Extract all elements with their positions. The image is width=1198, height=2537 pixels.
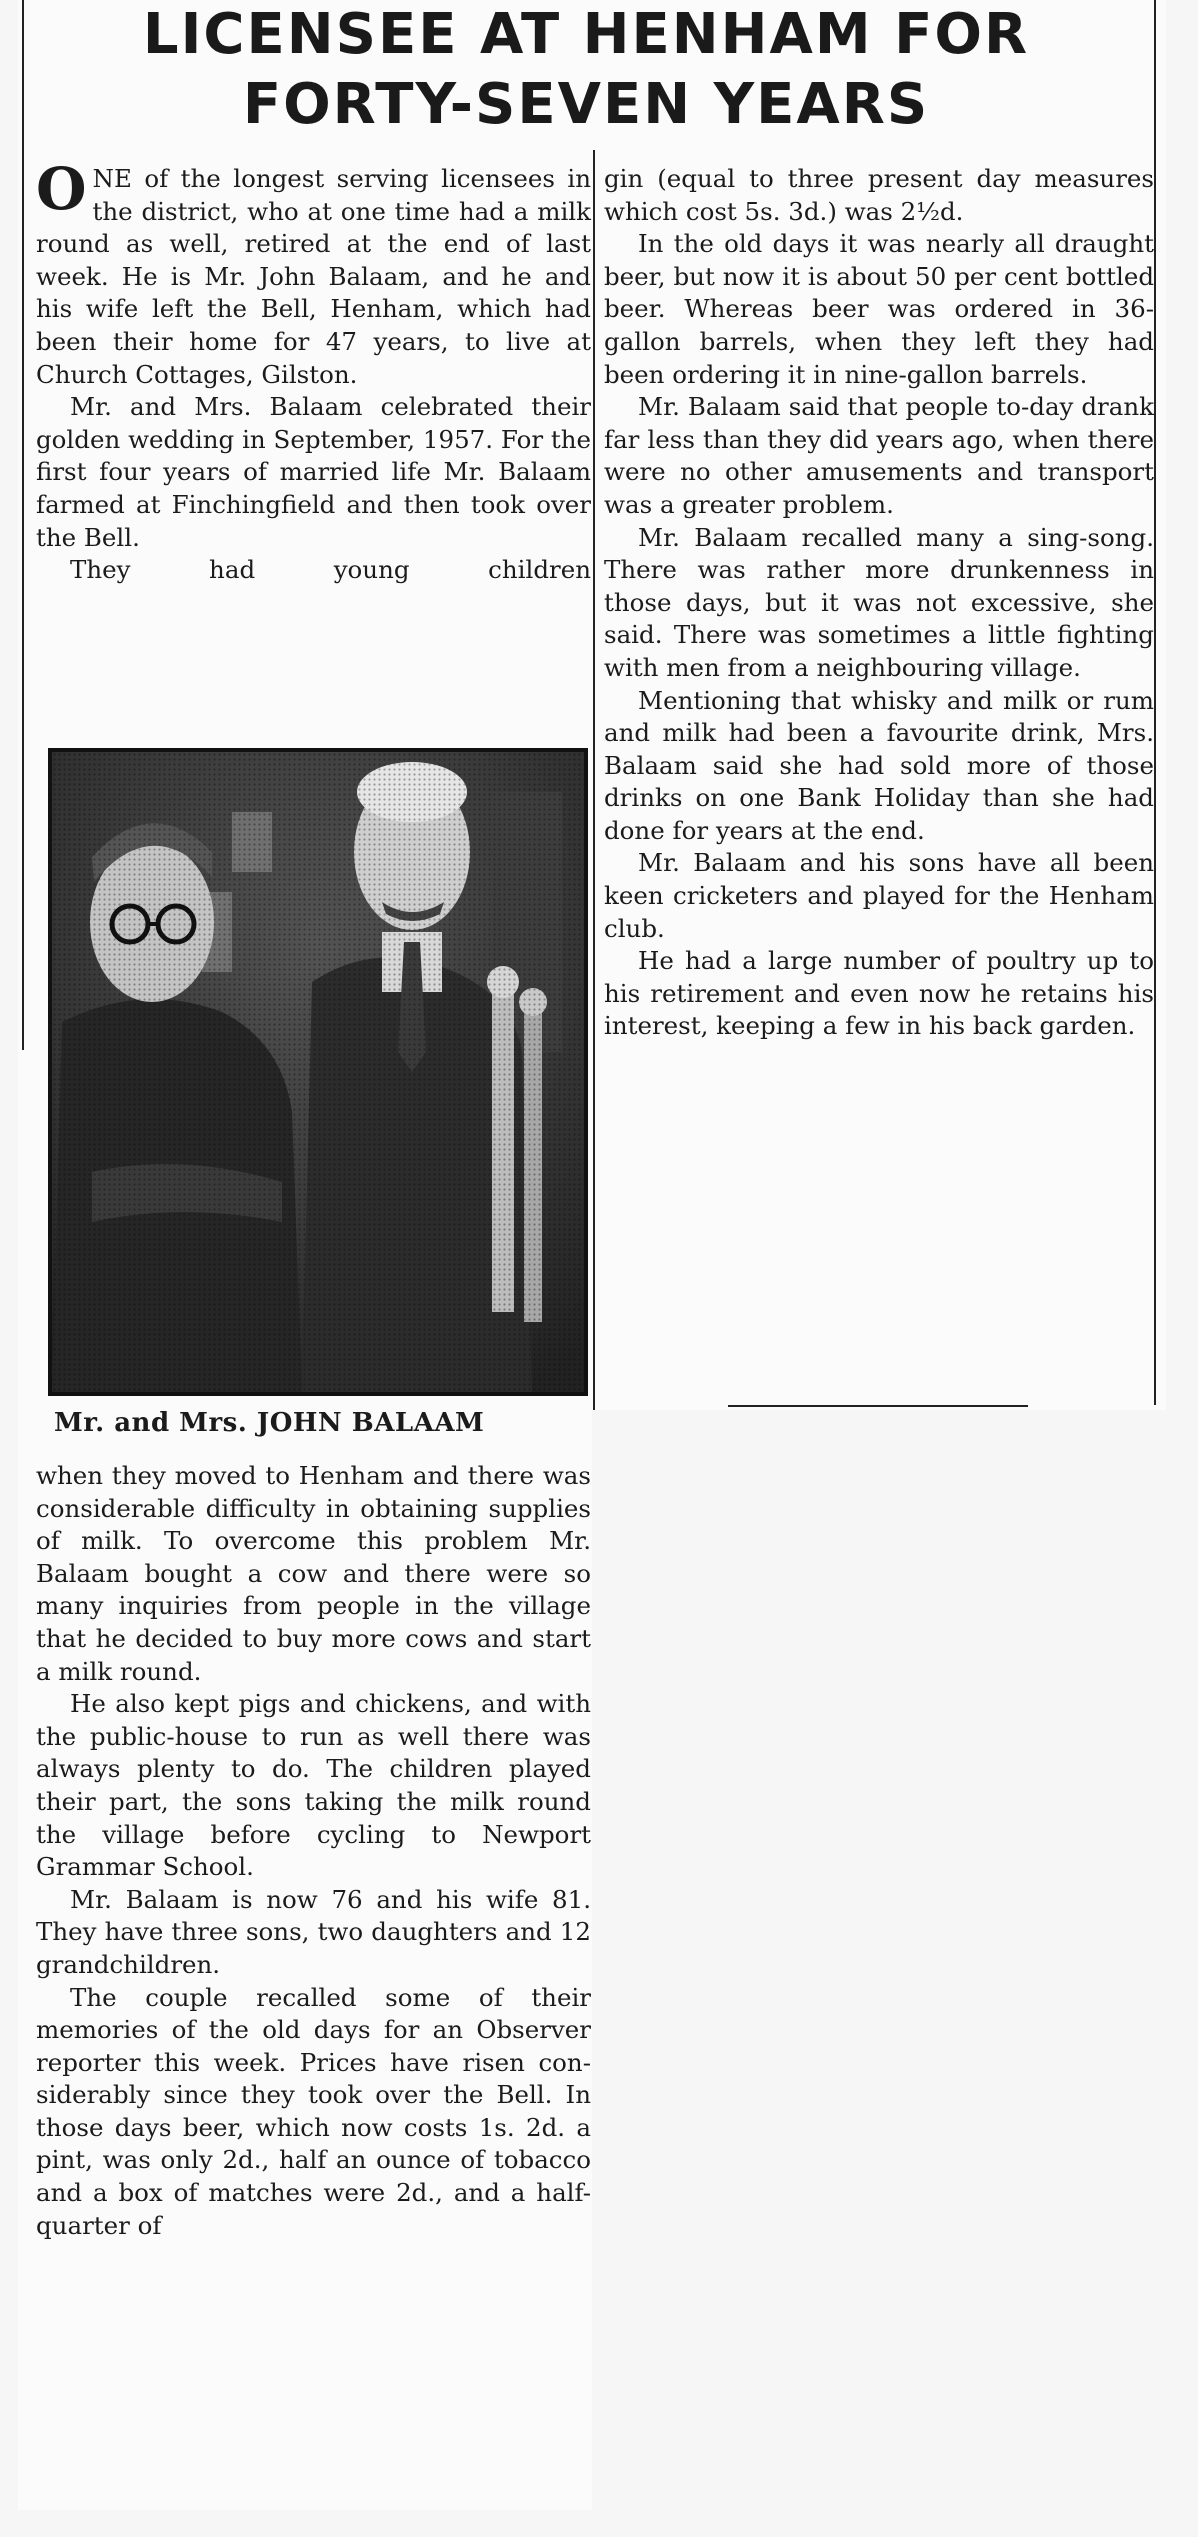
paragraph: Mr. Balaam is now 76 and his wife 81. They have three sons, two daughters and 12 grandchildren. [36, 1884, 591, 1979]
paragraph: In the old days it was nearly all draught beer, but now it is about 50 per cent bottled beer. Whereas beer was ordered in 36-gallon barrels, when they left they had been ordering it in nine-gallon barrels. [604, 229, 1154, 389]
paragraph: They had young children [70, 555, 591, 585]
paragraph: gin (equal to three present day measures which cost 5s. 3d.) was 2½d. [604, 164, 1154, 226]
paragraph-text: NE of the longest serving licensees in the district, who at one time had a milk round as well, retired at the end of last week. He is Mr. John Balaam, and he and his wife left the Bell, Henham, which had been their home for 47 years, to live at Church Cottages, Gilston. [36, 164, 591, 389]
paragraph: when they moved to Henham and there was considerable difficulty in obtaining supplies of milk. To overcome this problem Mr. Balaam bought a cow and there were so many inquiries from people in the village that he decided to buy more cows and start a milk round. [36, 1461, 591, 1686]
paragraph: Mr. Balaam recalled many a sing-song. There was rather more drunkenness in those days, but it was not excessive, she said. There was sometimes a little fighting with men from a neighbouring village. [604, 522, 1154, 682]
left-border-rule [22, 0, 24, 1050]
paragraph: Mr. Balaam and his sons have all been keen cricketers and played for the Henham club. [604, 848, 1154, 943]
paragraph: Mentioning that whisky and milk or rum and milk had been a favourite drink, Mrs. Balaam said she had sold more of those drinks on one Bank Holiday than she had done for years at the end. [604, 685, 1154, 845]
headline-line-1: LICENSEE AT HENHAM FOR [142, 2, 1030, 67]
newspaper-clipping [18, 0, 1166, 2510]
article-column-1 [36, 155, 591, 587]
paragraph: He also kept pigs and chickens, and with the public-house to run as well there was always plenty to do. The children played their part, the sons taking the milk round the village before cycling to Newport Grammar School. [36, 1689, 591, 1882]
photo-illustration [52, 752, 584, 1392]
end-of-article-rule [728, 1405, 1028, 1407]
paragraph [36, 155, 591, 391]
article-column-2 [604, 163, 1154, 1043]
halftone-photo [48, 748, 588, 1396]
column-rule [593, 150, 595, 1410]
article-column-1-continued [36, 1460, 591, 2242]
paragraph: Mr. and Mrs. Balaam celebrated their golden wedding in September, 1957. For the first four years of married life Mr. Balaam farmed at Finchingfield and then took over the Bell. [36, 392, 591, 552]
paragraph: Mr. Balaam said that people to-day drank far less than they did years ago, when there were no other amusements and transport was a greater problem. [604, 392, 1154, 519]
drop-cap: O [36, 155, 87, 223]
paragraph: The couple recalled some of their memories of the old days for an Observer reporter this week. Prices have risen considerably since they took over the Bell. In those days beer, which now costs 1s. 2d. a pint, was only 2d., half an ounce of tobacco and a box of matches were 2d., and a half-quarter of [36, 1982, 591, 2240]
right-border-rule [1154, 0, 1156, 1405]
photo-caption: Mr. and Mrs. JOHN BALAAM [54, 1408, 485, 1438]
headline-line-2: FORTY-SEVEN YEARS [242, 72, 930, 137]
headline [18, 0, 1154, 140]
paragraph: He had a large number of poultry up to his retirement and even now he retains his interest, keeping a few in his back garden. [604, 946, 1154, 1041]
